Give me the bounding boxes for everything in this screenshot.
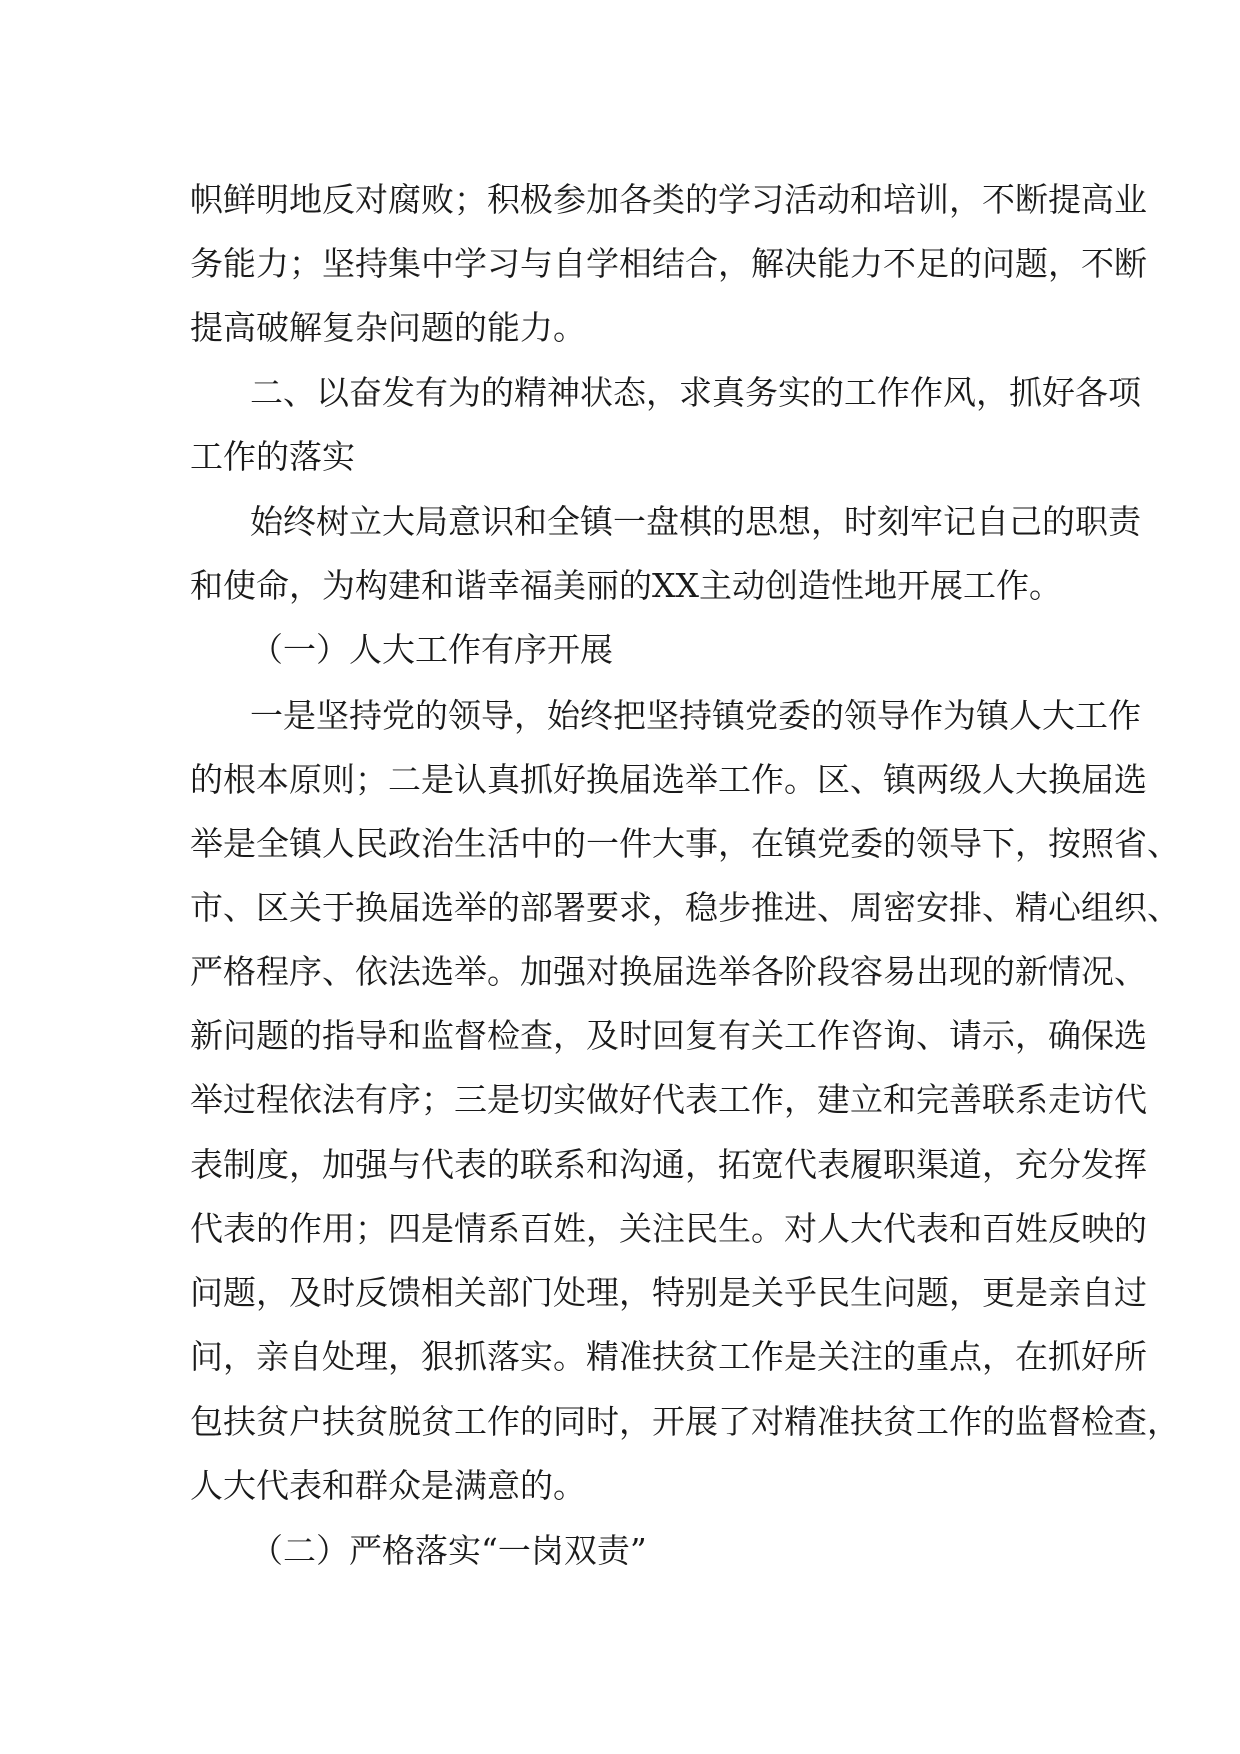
section-two-heading-line-2: 工作的落实 [190,437,355,476]
paragraph-3-line-13: 人大代表和群众是满意的。 [190,1466,586,1505]
paragraph-3-line-10: 问题，及时反馈相关部门处理，特别是关乎民生问题，更是亲自过 [190,1273,1147,1312]
paragraph-3-line-3: 举是全镇人民政治生活中的一件大事，在镇党委的领导下，按照省、 [190,824,1180,863]
paragraph-3-line-7: 举过程依法有序；三是切实做好代表工作，建立和完善联系走访代 [190,1080,1147,1119]
paragraph-3-line-8: 表制度，加强与代表的联系和沟通，拓宽代表履职渠道，充分发挥 [190,1145,1147,1184]
paragraph-2-line-2: 和使命，为构建和谐幸福美丽的XX主动创造性地开展工作。 [190,566,1062,605]
section-two-heading-line-1: 二、以奋发有为的精神状态，求真务实的工作作风，抓好各项 [250,373,1141,412]
paragraph-1-line-1: 帜鲜明地反对腐败；积极参加各类的学习活动和培训，不断提高业 [190,180,1147,219]
subsection-two-heading: （二）严格落实“一岗双责” [250,1531,647,1570]
paragraph-3-line-11: 问，亲自处理，狠抓落实。精准扶贫工作是关注的重点，在抓好所 [190,1337,1147,1376]
paragraph-1-line-2: 务能力；坚持集中学习与自学相结合，解决能力不足的问题，不断 [190,244,1147,283]
paragraph-3-line-2: 的根本原则；二是认真抓好换届选举工作。区、镇两级人大换届选 [190,760,1147,799]
paragraph-3-line-4: 市、区关于换届选举的部署要求，稳步推进、周密安排、精心组织、 [190,888,1180,927]
paragraph-3-line-12: 包扶贫户扶贫脱贫工作的同时，开展了对精准扶贫工作的监督检查， [190,1402,1180,1441]
paragraph-1-line-3: 提高破解复杂问题的能力。 [190,308,586,347]
paragraph-3-line-1: 一是坚持党的领导，始终把坚持镇党委的领导作为镇人大工作 [250,696,1141,735]
paragraph-3-line-9: 代表的作用；四是情系百姓，关注民生。对人大代表和百姓反映的 [190,1209,1147,1248]
paragraph-3-line-5: 严格程序、依法选举。加强对换届选举各阶段容易出现的新情况、 [190,952,1147,991]
subsection-one-heading: （一）人大工作有序开展 [250,630,613,669]
paragraph-2-line-1: 始终树立大局意识和全镇一盘棋的思想，时刻牢记自己的职责 [250,502,1141,541]
paragraph-3-line-6: 新问题的指导和监督检查，及时回复有关工作咨询、请示，确保选 [190,1016,1147,1055]
